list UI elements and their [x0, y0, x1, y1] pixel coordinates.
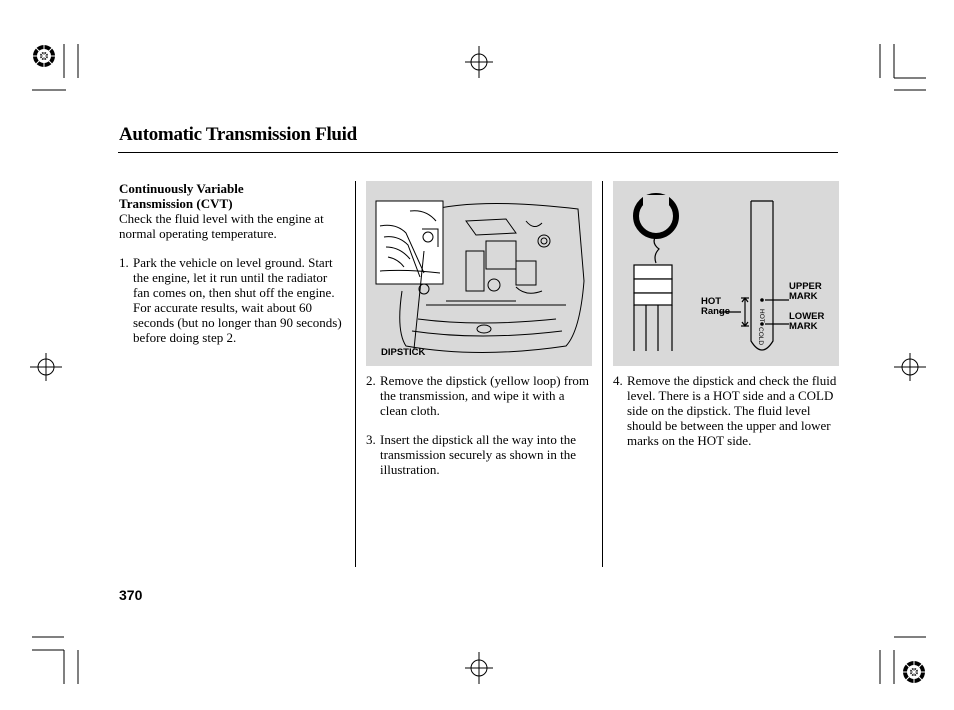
registration-target-bottom-right [903, 661, 925, 683]
page-number: 370 [119, 587, 143, 603]
step-2: 2. Remove the dipstick (yellow loop) from the transmission, and wipe it with a clean cloth. [366, 373, 590, 418]
title-rule [118, 152, 838, 153]
dipstick-cold-text: COLD [757, 327, 764, 346]
column-1 [119, 181, 347, 345]
dipstick-illustration [613, 181, 839, 366]
registration-target-top-left [33, 45, 55, 67]
column-divider-1 [355, 181, 356, 567]
hot-range-label: HOT Range [701, 296, 731, 317]
step-4: 4. Remove the dipstick and check the fluid level. There is a HOT side and a COLD side on the dipstick. The fluid level should be between the upper and lower marks on the HOT side. [613, 373, 837, 448]
upper-mark-label: UPPER MARK [789, 281, 822, 302]
intro-text: Check the fluid level with the engine at normal operating temperature. [119, 211, 324, 241]
section-heading: Continuously Variable Transmission (CVT) [119, 181, 244, 211]
step-1: 1. Park the vehicle on level ground. Start the engine, let it run until the radiator fan comes on, then shut off the engine. For accurate results, wait about 60 seconds (but no longer than 90 seconds) before doing step 2. [119, 255, 342, 345]
dipstick-figure [613, 181, 839, 366]
column-3 [613, 373, 839, 448]
column-2 [366, 373, 592, 477]
step-3: 3. Insert the dipstick all the way into the transmission securely as shown in the illustration. [366, 432, 577, 477]
engine-compartment-figure [366, 181, 592, 366]
column-divider-2 [602, 181, 603, 567]
lower-mark-label: LOWER MARK [789, 311, 825, 332]
dipstick-hot-text: HOT [758, 309, 765, 323]
dipstick-label: DIPSTICK [381, 347, 426, 358]
page-title: Automatic Transmission Fluid [119, 124, 357, 145]
engine-illustration [366, 181, 592, 366]
